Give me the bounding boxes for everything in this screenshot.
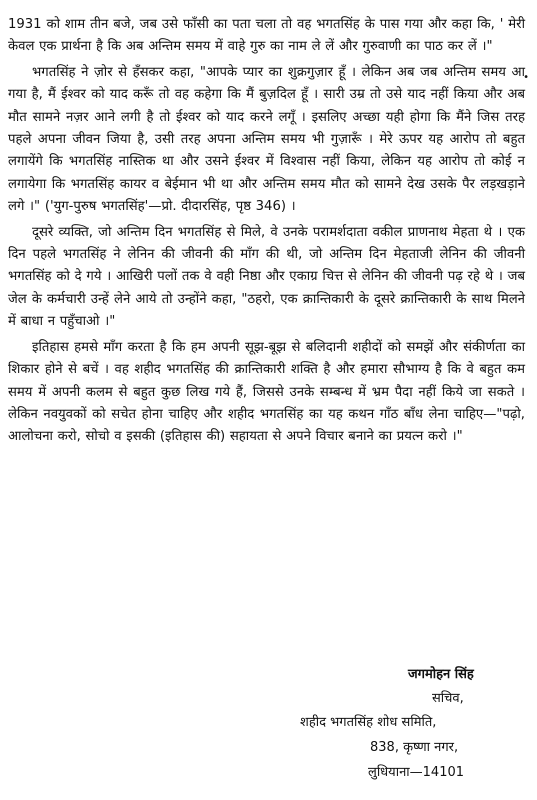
signature-name: जगमोहन सिंह xyxy=(408,667,474,682)
signature-title: सचिव, xyxy=(432,691,464,706)
paragraph-1: 1931 को शाम तीन बजे, जब उसे फाँसी का पता चला तो वह भगतसिंह के पास गया और कहा कि, ' मेरी केवल एक प्रार्थना है कि अब अन्तिम समय में वाहे गुरु का नाम ले लें और गुरुवाणी का पाठ कर लें ।" xyxy=(8,17,525,55)
margin-dot-icon: • xyxy=(523,72,529,83)
paragraph-4: इतिहास हमसे माँग करता है कि हम अपनी सूझ-बूझ से बलिदानी शहीदों को समझें और संकीर्णता का शिकार होने से बचें । वह शहीद भगतसिंह की क्रान्तिकारी शक्ति है और हमारा सौभाग्य है कि वे बहुत कम समय में अपनी कलम से बहुत कुछ लिख गये हैं, जिससे उनके सम्बन्ध में भ्रम पैदा नहीं किये जा सकते । लेकिन नवयुवकों को सचेत होना चाहिए और शहीद भगतसिंह का यह कथन गाँठ बाँध लेना चाहिए—"पढ़ो, आलोचना करो, सोचो व इसकी (इतिहास की) सहायता से अपने विचार बनाने का प्रयत्न करो ।" xyxy=(8,339,525,445)
paragraph-2: भगतसिंह ने ज़ोर से हँसकर कहा, "आपके प्यार का शुक्रगुज़ार हूँ । लेकिन अब जब अन्तिम समय आ गया है, मैं ईश्वर को याद करूँ तो वह कहेगा कि मैं बुज़दिल हूँ । सारी उम्र तो उसे याद नहीं किया और अब मौत सामने नज़र आने लगी है तो ईश्वर को याद करने लगूँ । इसलिए अच्छा यही होगा कि मैंने जिस तरह पहले अपना जीवन जिया है, उसी तरह अपना अन्तिम समय भी गुज़ारूँ । मेरे ऊपर यह आरोप तो बहुत लगायेंगे कि भगतसिंह नास्तिक था और उसने ईश्वर में विश्वास नहीं किया, लेकिन यह आरोप तो कोई न लगायेगा कि भगतसिंह कायर व बेईमान भी था और अन्तिम समय मौत को सामने देख उसके पैर लड़खड़ाने लगे ।" ('युग-पुरुष भगतसिंह'—प्रो. दीदारसिंह, पृष्ठ 346) । xyxy=(8,64,525,215)
signature-organization: शहीद भगतसिंह शोध समिति, xyxy=(300,715,437,730)
signature-city: लुधियाना—14101 xyxy=(368,765,465,780)
paragraph-3: दूसरे व्यक्ति, जो अन्तिम दिन भगतसिंह से मिले, वे उनके परामर्शदाता वकील प्राणनाथ मेहता थे । एक दिन पहले भगतसिंह ने लेनिन की जीवनी की माँग की थी, जो अन्तिम दिन मेहताजी लेनिन की जीवनी भगतसिंह को दे गये । आखिरी पलों तक वे वही निष्ठा और एकाग्र चित्त से लेनिन की जीवनी पढ़ रहे थे । जब जेल के कर्मचारी उन्हें लेने आये तो उन्होंने कहा, "ठहरो, एक क्रान्तिकारी के दूसरे क्रान्तिकारी के साथ मिलने में बाधा न पहुँचाओ ।" xyxy=(8,224,525,330)
signature-address: 838, कृष्णा नगर, xyxy=(370,740,459,755)
